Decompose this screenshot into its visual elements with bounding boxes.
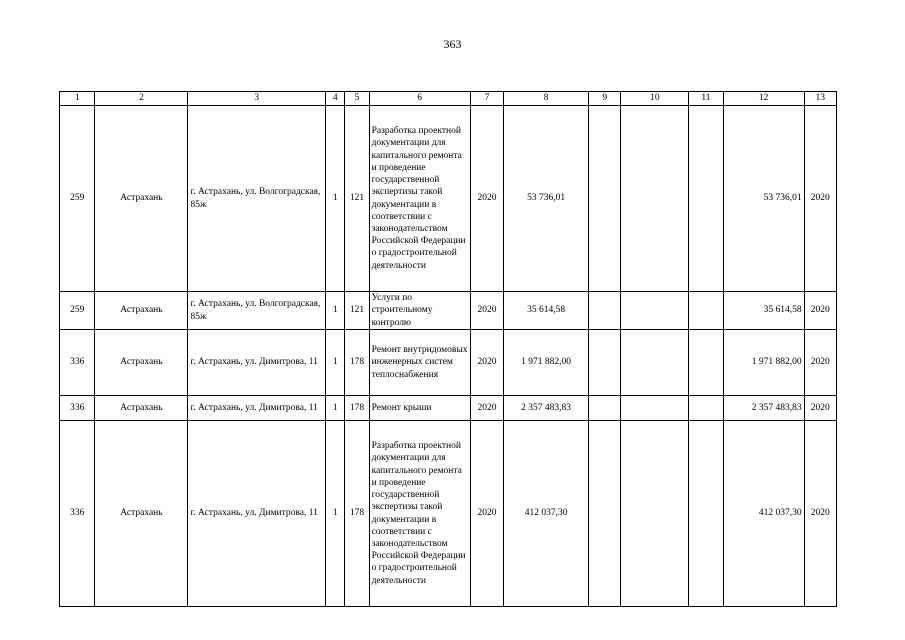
- row-number: 336: [60, 421, 95, 607]
- col10-cell: [621, 396, 689, 421]
- col4-cell: 1: [326, 106, 345, 292]
- work-type-cell: Разработка проектной документации для капитального ремонта и проведение государственной экспертизы такой документации в соответствии с законодательством Российской Федерации о градостроительной деятельности: [369, 421, 470, 607]
- address-cell: г. Астрахань, ул. Волгоградская, 85ж: [188, 106, 326, 292]
- row-number: 259: [60, 106, 95, 292]
- works-table: [59, 91, 837, 607]
- col5-cell: 121: [345, 292, 369, 330]
- total-amount-cell: 1 971 882,00: [723, 330, 804, 396]
- col9-cell: [589, 396, 621, 421]
- col9-cell: [589, 421, 621, 607]
- work-type-cell: Услуги по строительному контролю: [369, 292, 470, 330]
- row-number: 336: [60, 396, 95, 421]
- completion-year-cell: 2020: [804, 396, 836, 421]
- column-number: 1: [60, 92, 95, 106]
- work-type-cell: Разработка проектной документации для капитального ремонта и проведение государственной экспертизы такой документации в соответствии с законодательством Российской Федерации о градостроительной деятельности: [369, 106, 470, 292]
- column-number: 8: [504, 92, 589, 106]
- col11-cell: [689, 106, 723, 292]
- col5-cell: 178: [345, 330, 369, 396]
- city-cell: Астрахань: [95, 330, 188, 396]
- completion-year-cell: 2020: [804, 106, 836, 292]
- year-cell: 2020: [470, 421, 503, 607]
- work-type-cell: Ремонт крыши: [369, 396, 470, 421]
- col5-cell: 178: [345, 396, 369, 421]
- city-cell: Астрахань: [95, 292, 188, 330]
- address-cell: г. Астрахань, ул. Димитрова, 11: [188, 396, 326, 421]
- amount-cell: 35 614,58: [504, 292, 589, 330]
- column-number: 5: [345, 92, 369, 106]
- table-row: [60, 106, 837, 292]
- table-row: [60, 330, 837, 396]
- col11-cell: [689, 330, 723, 396]
- col11-cell: [689, 292, 723, 330]
- column-number: 11: [689, 92, 723, 106]
- col4-cell: 1: [326, 421, 345, 607]
- row-number: 336: [60, 330, 95, 396]
- address-cell: г. Астрахань, ул. Волгоградская, 85ж: [188, 292, 326, 330]
- completion-year-cell: 2020: [804, 330, 836, 396]
- total-amount-cell: 412 037,30: [723, 421, 804, 607]
- col4-cell: 1: [326, 330, 345, 396]
- year-cell: 2020: [470, 396, 503, 421]
- column-number-row: [60, 92, 837, 106]
- col10-cell: [621, 106, 689, 292]
- col9-cell: [589, 106, 621, 292]
- amount-cell: 1 971 882,00: [504, 330, 589, 396]
- col10-cell: [621, 421, 689, 607]
- city-cell: Астрахань: [95, 421, 188, 607]
- year-cell: 2020: [470, 330, 503, 396]
- amount-cell: 2 357 483,83: [504, 396, 589, 421]
- col4-cell: 1: [326, 396, 345, 421]
- col5-cell: 121: [345, 106, 369, 292]
- col9-cell: [589, 292, 621, 330]
- amount-cell: 412 037,30: [504, 421, 589, 607]
- column-number: 2: [95, 92, 188, 106]
- column-number: 7: [470, 92, 503, 106]
- col10-cell: [621, 330, 689, 396]
- col9-cell: [589, 330, 621, 396]
- column-number: 10: [621, 92, 689, 106]
- table-row: [60, 421, 837, 607]
- col10-cell: [621, 292, 689, 330]
- address-cell: г. Астрахань, ул. Димитрова, 11: [188, 421, 326, 607]
- column-number: 6: [369, 92, 470, 106]
- city-cell: Астрахань: [95, 106, 188, 292]
- column-number: 13: [804, 92, 836, 106]
- work-type-cell: Ремонт внутридомовых инженерных систем теплоснабжения: [369, 330, 470, 396]
- col5-cell: 178: [345, 421, 369, 607]
- row-number: 259: [60, 292, 95, 330]
- total-amount-cell: 2 357 483,83: [723, 396, 804, 421]
- completion-year-cell: 2020: [804, 292, 836, 330]
- column-number: 4: [326, 92, 345, 106]
- col4-cell: 1: [326, 292, 345, 330]
- amount-cell: 53 736,01: [504, 106, 589, 292]
- column-number: 12: [723, 92, 804, 106]
- year-cell: 2020: [470, 106, 503, 292]
- year-cell: 2020: [470, 292, 503, 330]
- address-cell: г. Астрахань, ул. Димитрова, 11: [188, 330, 326, 396]
- col11-cell: [689, 396, 723, 421]
- column-number: 9: [589, 92, 621, 106]
- total-amount-cell: 53 736,01: [723, 106, 804, 292]
- page-number: 363: [443, 37, 462, 51]
- total-amount-cell: 35 614,58: [723, 292, 804, 330]
- table-row: [60, 396, 837, 421]
- column-number: 3: [188, 92, 326, 106]
- col11-cell: [689, 421, 723, 607]
- completion-year-cell: 2020: [804, 421, 836, 607]
- table-row: [60, 292, 837, 330]
- city-cell: Астрахань: [95, 396, 188, 421]
